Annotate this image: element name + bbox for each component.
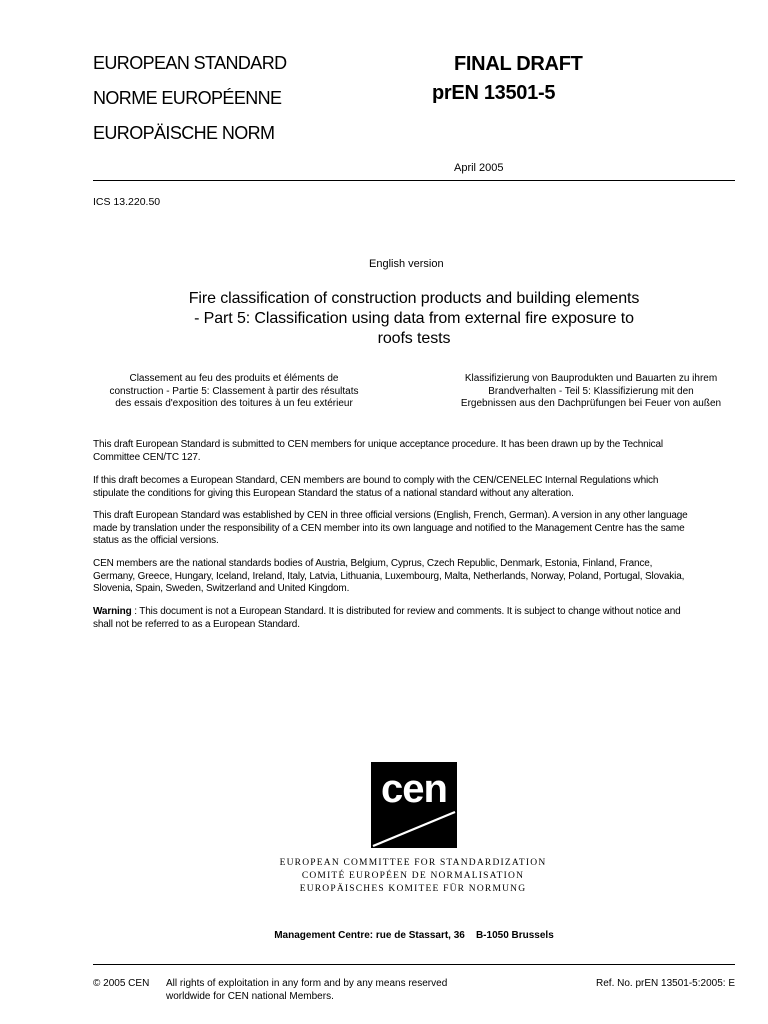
paragraph-line: CEN members are the national standards bodies of Austria, Belgium, Cyprus, Czech Republic, Denmark, Estonia, Finland, France, bbox=[93, 558, 653, 569]
cen-captions bbox=[268, 857, 558, 896]
title-german bbox=[446, 373, 736, 411]
paragraph-line: Germany, Greece, Hungary, Iceland, Ireland, Italy, Latvia, Lithuania, Luxembourg, Malta, Netherlands, Norway, Poland, Portugal, Slovakia, bbox=[93, 570, 685, 582]
standard-title-de: EUROPÄISCHE NORM bbox=[93, 123, 275, 143]
paragraph-line: Committee CEN/TC 127. bbox=[93, 451, 201, 463]
cen-logo bbox=[371, 762, 457, 848]
paragraph-line: If this draft becomes a European Standard, CEN members are bound to comply with the CEN/CENELEC Internal Regulations which bbox=[93, 475, 659, 486]
rights-line: All rights of exploitation in any form and by any means reserved bbox=[166, 978, 448, 989]
paragraph-line: status as the official versions. bbox=[93, 535, 219, 546]
copyright: © 2005 CEN bbox=[93, 978, 150, 989]
warning-text-line2: shall not be referred to as a European Standard. bbox=[93, 618, 300, 630]
warning-text: : This document is not a European Standard. It is distributed for review and comments. It is subject to change without notice and bbox=[131, 606, 681, 617]
paragraph-line: stipulate the conditions for giving this European Standard the status of a national standard without any alteration. bbox=[93, 487, 574, 499]
standard-title-fr: NORME EUROPÉENNE bbox=[93, 88, 282, 108]
document-number: prEN 13501-5 bbox=[432, 82, 556, 104]
version-label: English version bbox=[369, 258, 444, 270]
ics-code: ICS 13.220.50 bbox=[93, 196, 161, 208]
title-german-line: Brandverhalten - Teil 5: Klassifizierung mit den bbox=[488, 385, 694, 397]
paragraph-line: made by translation under the responsibility of a CEN member into its own language and notified to the Management Centre has the same bbox=[93, 522, 685, 534]
paragraph-compliance bbox=[93, 475, 735, 500]
publication-date: April 2005 bbox=[454, 162, 504, 174]
cen-logo-text: cen bbox=[381, 767, 447, 811]
paragraph-line: This draft European Standard was established by CEN in three official versions (English, French, German). A version in any other language bbox=[93, 510, 688, 521]
footer-divider bbox=[93, 964, 735, 965]
cen-caption-en: EUROPEAN COMMITTEE FOR STANDARDIZATION bbox=[279, 858, 547, 868]
rights-notice bbox=[166, 978, 447, 1003]
title-line: roofs tests bbox=[377, 330, 451, 347]
title-french-line: Classement au feu des produits et éléments de bbox=[129, 373, 339, 384]
paragraph-members bbox=[93, 558, 735, 596]
paragraph-submission bbox=[93, 439, 735, 464]
cen-caption-fr: COMITÉ EUROPÉEN DE NORMALISATION bbox=[301, 871, 525, 881]
cen-caption-de: EUROPÄISCHES KOMITEE FÜR NORMUNG bbox=[299, 884, 527, 894]
header-divider bbox=[93, 180, 735, 181]
management-centre bbox=[93, 930, 735, 943]
paragraph-warning bbox=[93, 606, 735, 631]
title-french-line: construction - Partie 5: Classement à partir des résultats bbox=[109, 385, 359, 397]
paragraph-line: Slovenia, Spain, Sweden, Switzerland and United Kingdom. bbox=[93, 583, 350, 594]
paragraph-line: This draft European Standard is submitted to CEN members for unique acceptance procedure. It has been drawn up by the Technical bbox=[93, 439, 663, 450]
management-centre-text: Management Centre: rue de Stassart, 36 B-1050 Brussels bbox=[274, 930, 554, 941]
rights-line: worldwide for CEN national Members. bbox=[166, 990, 334, 1002]
warning-label: Warning bbox=[93, 606, 132, 617]
draft-label: FINAL DRAFT bbox=[454, 53, 583, 75]
standard-title-en: EUROPEAN STANDARD bbox=[93, 53, 287, 73]
reference-number: Ref. No. prEN 13501-5:2005: E bbox=[596, 978, 735, 989]
title-line: - Part 5: Classification using data from external fire exposure to bbox=[194, 310, 634, 327]
title-german-line: Klassifizierung von Bauprodukten und Bauarten zu ihrem bbox=[464, 373, 718, 384]
document-title bbox=[140, 289, 688, 349]
paragraph-versions bbox=[93, 510, 735, 548]
title-line: Fire classification of construction products and building elements bbox=[188, 290, 640, 307]
title-french bbox=[93, 373, 375, 411]
title-german-line: Ergebnissen aus den Dachprüfungen bei Feuer von außen bbox=[460, 398, 722, 409]
title-french-line: des essais d'exposition des toitures à un feu extérieur bbox=[115, 398, 353, 409]
cen-logo-mark bbox=[371, 762, 457, 848]
